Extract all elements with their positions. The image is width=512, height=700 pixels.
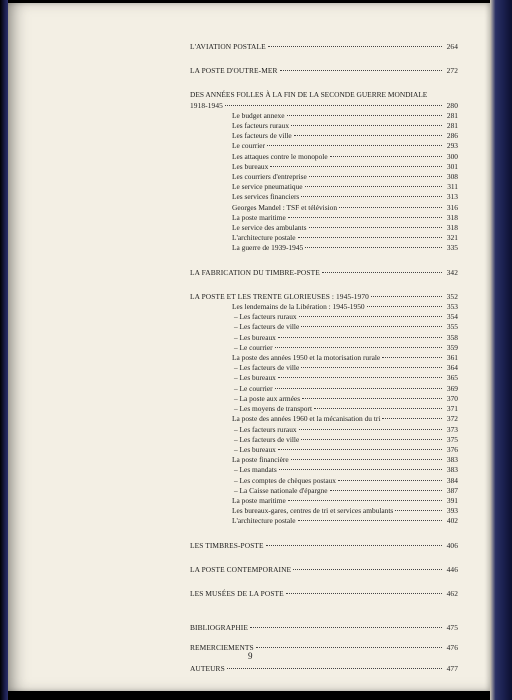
leader-dots xyxy=(330,490,442,491)
toc-entry-label: – Les facteurs de ville xyxy=(234,434,300,444)
toc-entry-page: 361 xyxy=(446,353,458,363)
leader-dots xyxy=(227,668,442,669)
leader-dots xyxy=(298,520,442,521)
toc-entry-page: 281 xyxy=(446,121,458,131)
toc-subentries-annees-folles xyxy=(190,111,458,254)
toc-entry-label: Les courriers d'entreprise xyxy=(232,172,307,182)
toc-entry-label: LA POSTE CONTEMPORAINE xyxy=(190,564,292,574)
leader-dots xyxy=(278,337,442,338)
leader-dots xyxy=(270,166,442,167)
toc-entry-label: La guerre de 1939-1945 xyxy=(232,243,304,253)
toc-subentry xyxy=(190,425,458,435)
toc-entry-page: 313 xyxy=(446,192,458,202)
toc-entry-page: 280 xyxy=(446,100,458,110)
leader-dots xyxy=(314,408,442,409)
toc-entry-outremer xyxy=(190,66,458,76)
toc-entry-page: 272 xyxy=(446,66,458,76)
leader-dots xyxy=(298,237,442,238)
leader-dots xyxy=(278,377,442,378)
toc-entry-page: 393 xyxy=(446,506,458,516)
toc-subentry xyxy=(190,343,458,353)
toc-entry-label: – Le courrier xyxy=(234,383,273,393)
toc-entry-fabrication xyxy=(190,268,458,278)
toc-subentry xyxy=(190,435,458,445)
toc-entry-page: 446 xyxy=(446,564,458,574)
toc-entry-page: 391 xyxy=(446,495,458,505)
leader-dots xyxy=(322,272,442,273)
toc-subentry xyxy=(190,131,458,141)
toc-entry-label: AUTEURS xyxy=(190,663,225,673)
toc-entry-label: – Les bureaux xyxy=(234,332,276,342)
toc-entry-page: 301 xyxy=(446,161,458,171)
leader-dots xyxy=(301,326,442,327)
toc-entry-page: 402 xyxy=(446,516,458,526)
page-number: 9 xyxy=(248,651,253,661)
toc-entry-page: 364 xyxy=(446,363,458,373)
toc-entry-label: – Les bureaux xyxy=(234,444,276,454)
toc-entry-page: 376 xyxy=(446,444,458,454)
toc-subentry xyxy=(190,506,458,516)
toc-entry-page: 264 xyxy=(446,42,458,51)
toc-entry-page: 286 xyxy=(446,131,458,141)
toc-entry-label: LA POSTE D'OUTRE-MER xyxy=(190,66,278,76)
toc-subentry xyxy=(190,152,458,162)
toc-entry-label: – Les bureaux xyxy=(234,373,276,383)
toc-entry-label: – Les moyens de transport xyxy=(234,404,312,414)
leader-dots xyxy=(250,627,442,628)
toc-entry-label: Les bureaux-gares, centres de tri et services ambulants xyxy=(232,506,394,516)
toc-subentries-trente-glorieuses xyxy=(190,302,458,526)
toc-entry-page: 384 xyxy=(446,475,458,485)
toc-subentry xyxy=(190,302,458,312)
toc-entry-label: Les bureaux xyxy=(232,161,269,171)
toc-subentry xyxy=(190,182,458,192)
toc-entry-auteurs xyxy=(190,664,458,674)
toc-subentry xyxy=(190,141,458,151)
toc-entry-page: 387 xyxy=(446,485,458,495)
toc-entry-label: BIBLIOGRAPHIE xyxy=(190,623,248,633)
leader-dots xyxy=(382,418,442,419)
leader-dots xyxy=(299,316,442,317)
toc-entry-label: Le budget annexe xyxy=(232,110,285,120)
toc-subentry xyxy=(190,172,458,182)
leader-dots xyxy=(301,439,442,440)
toc-entry-page: 316 xyxy=(446,202,458,212)
toc-entry-label: – Les mandats xyxy=(234,465,277,475)
toc-subentry xyxy=(190,455,458,465)
leader-dots xyxy=(279,469,442,470)
toc-entry-label: REMERCIEMENTS xyxy=(190,643,254,653)
toc-entry-page: 370 xyxy=(446,393,458,403)
toc-entry-label: Les attaques contre le monopole xyxy=(232,151,328,161)
toc-entry-contemporaine xyxy=(190,565,458,575)
toc-subentry xyxy=(190,404,458,414)
toc-entry-page: 373 xyxy=(446,424,458,434)
toc-entry-page: 476 xyxy=(446,643,458,653)
toc-entry-label: – Les facteurs ruraux xyxy=(234,424,297,434)
toc-entry-label: La poste des années 1950 et la motorisation rurale xyxy=(232,353,381,363)
toc-entry-label: Le service des ambulants xyxy=(232,223,307,233)
toc-subentry xyxy=(190,394,458,404)
toc-entry-page: 311 xyxy=(447,182,458,192)
toc-entry-page: 462 xyxy=(446,588,458,598)
toc-entry-label: Le courrier xyxy=(232,141,266,151)
toc-entry-page: 375 xyxy=(446,434,458,444)
leader-dots xyxy=(395,510,442,511)
toc-entry-annees-folles xyxy=(190,101,458,111)
toc-subentry xyxy=(190,363,458,373)
leader-dots xyxy=(225,105,442,106)
toc-entry-page: 365 xyxy=(446,373,458,383)
leader-dots xyxy=(305,247,442,248)
leader-dots xyxy=(339,207,442,208)
leader-dots xyxy=(287,115,442,116)
leader-dots xyxy=(293,569,442,570)
toc-subentry xyxy=(190,312,458,322)
toc-entry-page: 308 xyxy=(446,172,458,182)
leader-dots xyxy=(301,367,442,368)
toc-entry-label: LA FABRICATION DU TIMBRE-POSTE xyxy=(190,267,320,277)
leader-dots xyxy=(294,135,442,136)
toc-entry-label: Les facteurs ruraux xyxy=(232,121,290,131)
leader-dots xyxy=(278,449,442,450)
table-of-contents xyxy=(190,42,458,674)
toc-entry-label: Les services financiers xyxy=(232,192,300,202)
toc-subentry xyxy=(190,233,458,243)
toc-entry-label: Georges Mandel : TSF et télévision xyxy=(232,202,338,212)
toc-section-title: DES ANNÉES FOLLES À LA FIN DE LA SECONDE GUERRE MONDIALE xyxy=(190,90,428,100)
leader-dots xyxy=(291,125,442,126)
book-cover-left-edge xyxy=(0,0,8,700)
toc-entry-remerciements xyxy=(190,643,458,653)
book-cover-right-edge xyxy=(490,0,512,700)
toc-entry-label: LA POSTE ET LES TRENTE GLORIEUSES : 1945-1970 xyxy=(190,291,369,301)
toc-subentry xyxy=(190,223,458,233)
toc-entry-label: L'architecture postale xyxy=(232,516,296,526)
toc-entry-bibliographie xyxy=(190,623,458,633)
toc-entry-page: 293 xyxy=(446,141,458,151)
toc-entry-page: 342 xyxy=(446,267,458,277)
toc-entry-label: – La poste aux armées xyxy=(234,393,301,403)
toc-subentry xyxy=(190,486,458,496)
leader-dots xyxy=(305,186,442,187)
toc-entry-page: 318 xyxy=(446,212,458,222)
leader-dots xyxy=(338,480,442,481)
toc-entry-label: LES MUSÉES DE LA POSTE xyxy=(190,588,284,598)
toc-subentry xyxy=(190,192,458,202)
toc-subentry xyxy=(190,414,458,424)
leader-dots xyxy=(268,46,442,47)
leader-dots xyxy=(302,398,442,399)
toc-entry-page: 300 xyxy=(446,151,458,161)
leader-dots xyxy=(286,593,442,594)
toc-subentry xyxy=(190,445,458,455)
leader-dots xyxy=(288,217,442,218)
toc-subentry xyxy=(190,516,458,526)
toc-entry-page: 353 xyxy=(446,302,458,312)
toc-entry-page: 354 xyxy=(446,312,458,322)
leader-dots xyxy=(275,388,442,389)
toc-entry-trente-glorieuses xyxy=(190,292,458,302)
leader-dots xyxy=(367,306,442,307)
toc-subentry xyxy=(190,496,458,506)
toc-entry-page: 475 xyxy=(446,623,458,633)
leader-dots xyxy=(330,156,442,157)
toc-subentry xyxy=(190,333,458,343)
toc-entry-label: Le service pneumatique xyxy=(232,182,303,192)
toc-entry-page: 358 xyxy=(446,332,458,342)
toc-subentry xyxy=(190,353,458,363)
toc-entry-label: – Les comptes de chèques postaux xyxy=(234,475,337,485)
toc-subentry xyxy=(190,162,458,172)
toc-subentry xyxy=(190,465,458,475)
leader-dots xyxy=(275,347,442,348)
leader-dots xyxy=(291,459,442,460)
toc-entry-label: Les lendemains de la Libération : 1945-1950 xyxy=(232,302,365,312)
toc-entry-label: La poste maritime xyxy=(232,495,286,505)
toc-entry-page: 335 xyxy=(446,243,458,253)
toc-entry-label: La poste financière xyxy=(232,455,289,465)
toc-entry-page: 383 xyxy=(446,465,458,475)
leader-dots xyxy=(309,227,443,228)
toc-entry-label: – Les facteurs ruraux xyxy=(234,312,297,322)
toc-entry-label: 1918-1945 xyxy=(190,100,223,110)
toc-subentry xyxy=(190,111,458,121)
toc-entry-page: 318 xyxy=(446,223,458,233)
leader-dots xyxy=(267,145,442,146)
leader-dots xyxy=(382,357,442,358)
toc-entry-page: 281 xyxy=(446,110,458,120)
toc-entry-label: LES TIMBRES-POSTE xyxy=(190,540,264,550)
leader-dots xyxy=(288,500,442,501)
leader-dots xyxy=(256,647,442,648)
toc-entry-label: L'AVIATION POSTALE xyxy=(190,42,266,51)
toc-subentry xyxy=(190,243,458,253)
toc-subentry xyxy=(190,384,458,394)
toc-subentry xyxy=(190,373,458,383)
toc-subentry xyxy=(190,476,458,486)
leader-dots xyxy=(266,545,442,546)
toc-entry-page: 371 xyxy=(446,404,458,414)
toc-entry-label: La poste des années 1960 et la mécanisation du tri xyxy=(232,414,381,424)
leader-dots xyxy=(371,296,442,297)
toc-entry-page: 321 xyxy=(446,233,458,243)
toc-entry-label: L'architecture postale xyxy=(232,233,296,243)
toc-entry-label: Les facteurs de ville xyxy=(232,131,292,141)
toc-subentry xyxy=(190,121,458,131)
toc-entry-label: – Le courrier xyxy=(234,342,273,352)
toc-entry-page: 477 xyxy=(446,663,458,673)
toc-entry-label: La poste maritime xyxy=(232,212,286,222)
toc-entry-label: – Les facteurs de ville xyxy=(234,322,300,332)
toc-subentry xyxy=(190,203,458,213)
toc-subentry xyxy=(190,322,458,332)
toc-entry-page: 406 xyxy=(446,540,458,550)
toc-entry-aviation xyxy=(190,42,458,52)
toc-entry-page: 369 xyxy=(446,383,458,393)
toc-entry-label: – La Caisse nationale d'épargne xyxy=(234,485,328,495)
toc-entry-page: 352 xyxy=(446,291,458,301)
toc-entry-label: – Les facteurs de ville xyxy=(234,363,300,373)
toc-entry-page: 383 xyxy=(446,455,458,465)
toc-entry-timbres xyxy=(190,541,458,551)
toc-entry-page: 372 xyxy=(446,414,458,424)
toc-entry-musees xyxy=(190,589,458,599)
leader-dots xyxy=(309,176,442,177)
toc-subentry xyxy=(190,213,458,223)
leader-dots xyxy=(299,429,442,430)
leader-dots xyxy=(280,70,442,71)
leader-dots xyxy=(301,196,442,197)
toc-entry-page: 359 xyxy=(446,342,458,352)
toc-entry-page: 355 xyxy=(446,322,458,332)
